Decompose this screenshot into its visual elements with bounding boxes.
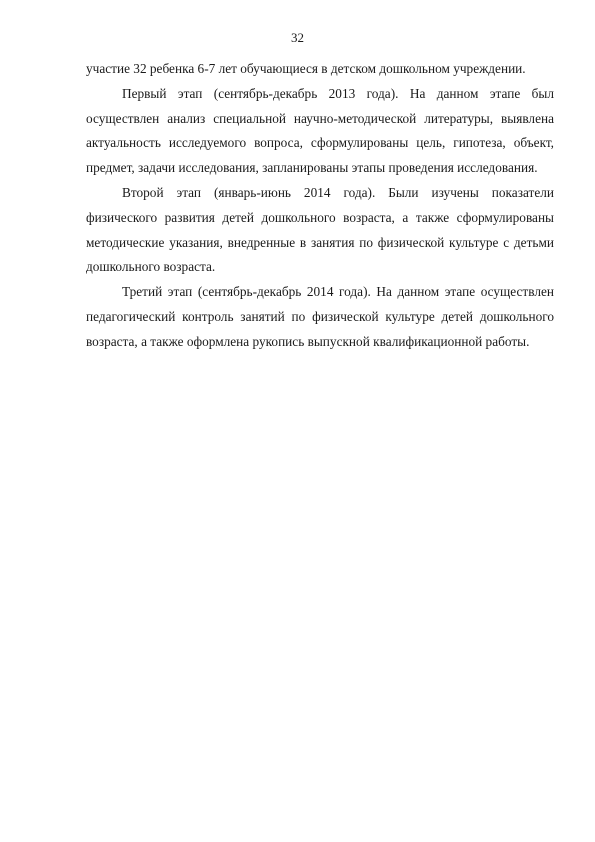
paragraph-third-stage: Третий этап (сентябрь-декабрь 2014 года). На данном этапе осуществлен педагогический контроль занятий по физической культуре детей дошкольного возраста, а также оформлена рукопись выпускной квалификационной работы.	[86, 284, 554, 349]
document-body	[86, 57, 554, 355]
page-number: 32	[291, 30, 304, 45]
paragraph-second-stage: Второй этап (январь-июнь 2014 года). Были изучены показатели физического развития детей дошкольного возраста, а также сформулированы методические указания, внедренные в занятия по физической культуре с детьми дошкольного возраста.	[86, 184, 554, 275]
paragraph-first-stage: Первый этап (сентябрь-декабрь 2013 года). На данном этапе был осуществлен анализ специальной научно-методической литературы, выявлена актуальность исследуемого вопроса, сформулированы цель, гипотеза, объект, предмет, задачи исследования, запланированы этапы проведения исследования.	[86, 85, 554, 176]
paragraph-continuation: участие 32 ребенка 6-7 лет обучающиеся в детском дошкольном учреждении.	[86, 61, 526, 76]
